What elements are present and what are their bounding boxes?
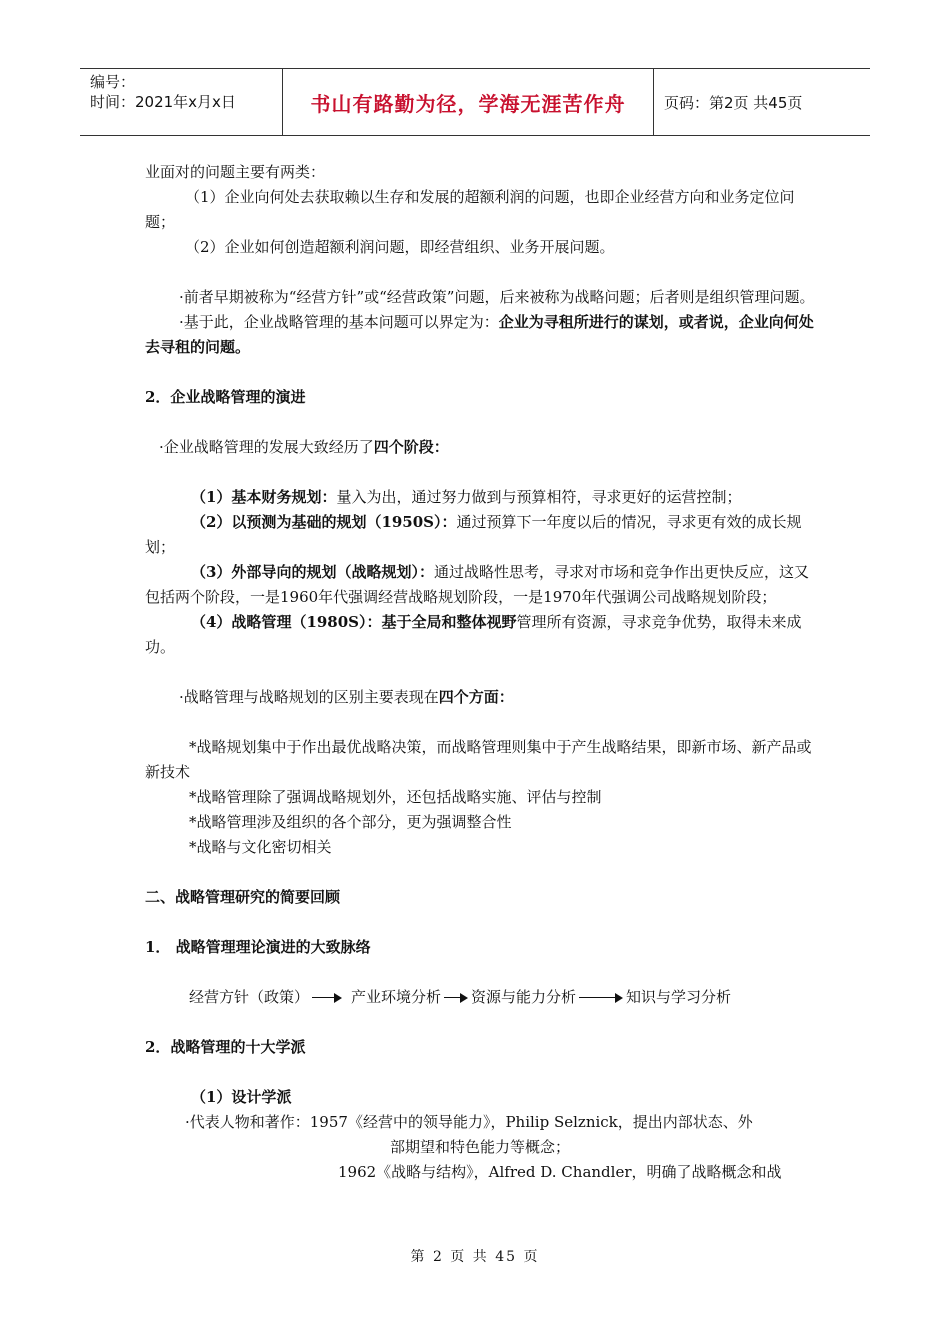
section-heading: 2．企业战略管理的演进	[145, 388, 306, 406]
paragraph: 部期望和特色能力等概念；	[390, 1138, 571, 1156]
list-item	[145, 510, 815, 560]
flow-step: 知识与学习分析	[626, 988, 732, 1006]
text-run: ·战略管理与战略规划的区别主要表现在	[179, 688, 439, 706]
bold-text-run: 四个阶段：	[373, 438, 449, 456]
text-run: ·企业战略管理的发展大致经历了	[159, 438, 374, 456]
header-motto-cell	[282, 69, 654, 135]
paragraph: 1962《战略与结构》，Alfred D. Chandler，明确了战略概念和战	[338, 1163, 782, 1181]
arrow-right-icon	[312, 993, 342, 1003]
list-item: *战略与文化密切相关	[189, 838, 332, 856]
text-run: 通过战略性思考，寻求对市场和竞争作出更快反应，这又包括两个阶段，一是1960年代强调经营战略规划阶段，一是1970年代强调公司战略规划阶段；	[145, 563, 809, 606]
paragraph	[145, 310, 815, 360]
motto-text: 书山有路勤为径，学海无涯苦作舟	[310, 91, 626, 116]
header-page-info: 页码：第2页 共45页	[664, 93, 803, 112]
section-heading: 二、战略管理研究的简要回顾	[145, 888, 341, 906]
bold-text-run: （2）以预测为基础的规划（1950S）：	[191, 513, 457, 531]
header-page-cell	[654, 69, 870, 135]
bold-text-run: （3）外部导向的规划（战略规划）：	[191, 563, 434, 581]
list-item	[145, 485, 815, 510]
flow-step: 资源与能力分析	[471, 988, 577, 1006]
list-item: *战略管理除了强调战略规划外，还包括战略实施、评估与控制	[189, 788, 602, 806]
arrow-right-icon	[579, 993, 623, 1003]
list-item: *战略管理涉及组织的各个部分，更为强调整合性	[189, 813, 512, 831]
subsection-heading: （1）设计学派	[191, 1088, 292, 1106]
flow-step: 产业环境分析	[351, 988, 442, 1006]
subsection-heading: 2．战略管理的十大学派	[145, 1038, 306, 1056]
paragraph: 业面对的问题主要有两类：	[145, 163, 326, 181]
bold-text-run: （1）基本财务规划：	[191, 488, 337, 506]
text-run: 通过预算下一年度以后的情况，寻求更有效的成长规划；	[145, 513, 802, 556]
paragraph: （1）企业向何处去获取赖以生存和发展的超额利润的问题，也即企业经营方向和业务定位问题；	[145, 188, 795, 231]
list-item	[145, 560, 815, 610]
list-item	[145, 610, 815, 660]
paragraph	[145, 435, 815, 460]
paragraph: ·前者早期被称为“经营方针”或“经营政策”问题，后来被称为战略问题；后者则是组织管理问题。	[179, 288, 815, 306]
serial-number: 编号：	[90, 73, 136, 91]
paragraph: （2）企业如何创造超额利润问题，即经营组织、业务开展问题。	[185, 238, 615, 256]
arrow-right-icon	[444, 993, 468, 1003]
paragraph	[145, 685, 815, 710]
page-footer: 第 2 页 共 45 页	[410, 1249, 540, 1265]
page-header	[80, 68, 870, 136]
list-item: *战略规划集中于作出最优战略决策，而战略管理则集中于产生战略结果，即新市场、新产品或新技术	[145, 738, 812, 781]
evolution-flow	[145, 985, 815, 1010]
header-left-cell	[80, 69, 282, 135]
text-run: 管理所有资源，寻求竞争优势，取得未来成功。	[145, 613, 802, 656]
subsection-heading: 1． 战略管理理论演进的大致脉络	[145, 938, 371, 956]
bold-text-run: （4）战略管理（1980S）：基于全局和整体视野	[191, 613, 517, 631]
paragraph: ·代表人物和著作：1957《经营中的领导能力》，Philip Selznick，提出内部状态、外	[185, 1113, 753, 1131]
bold-text-run: 企业为寻租所进行的谋划，或者说，企业向何处去寻租的问题。	[145, 313, 814, 356]
document-body	[145, 160, 815, 1185]
bold-text-run: 四个方面：	[438, 688, 514, 706]
text-run: 量入为出，通过努力做到与预算相符，寻求更好的运营控制；	[336, 488, 742, 506]
flow-step: 经营方针（政策）	[189, 988, 310, 1006]
text-run: ·基于此，企业战略管理的基本问题可以界定为：	[179, 313, 499, 331]
date-line: 时间：2021年x月x日	[90, 93, 236, 111]
